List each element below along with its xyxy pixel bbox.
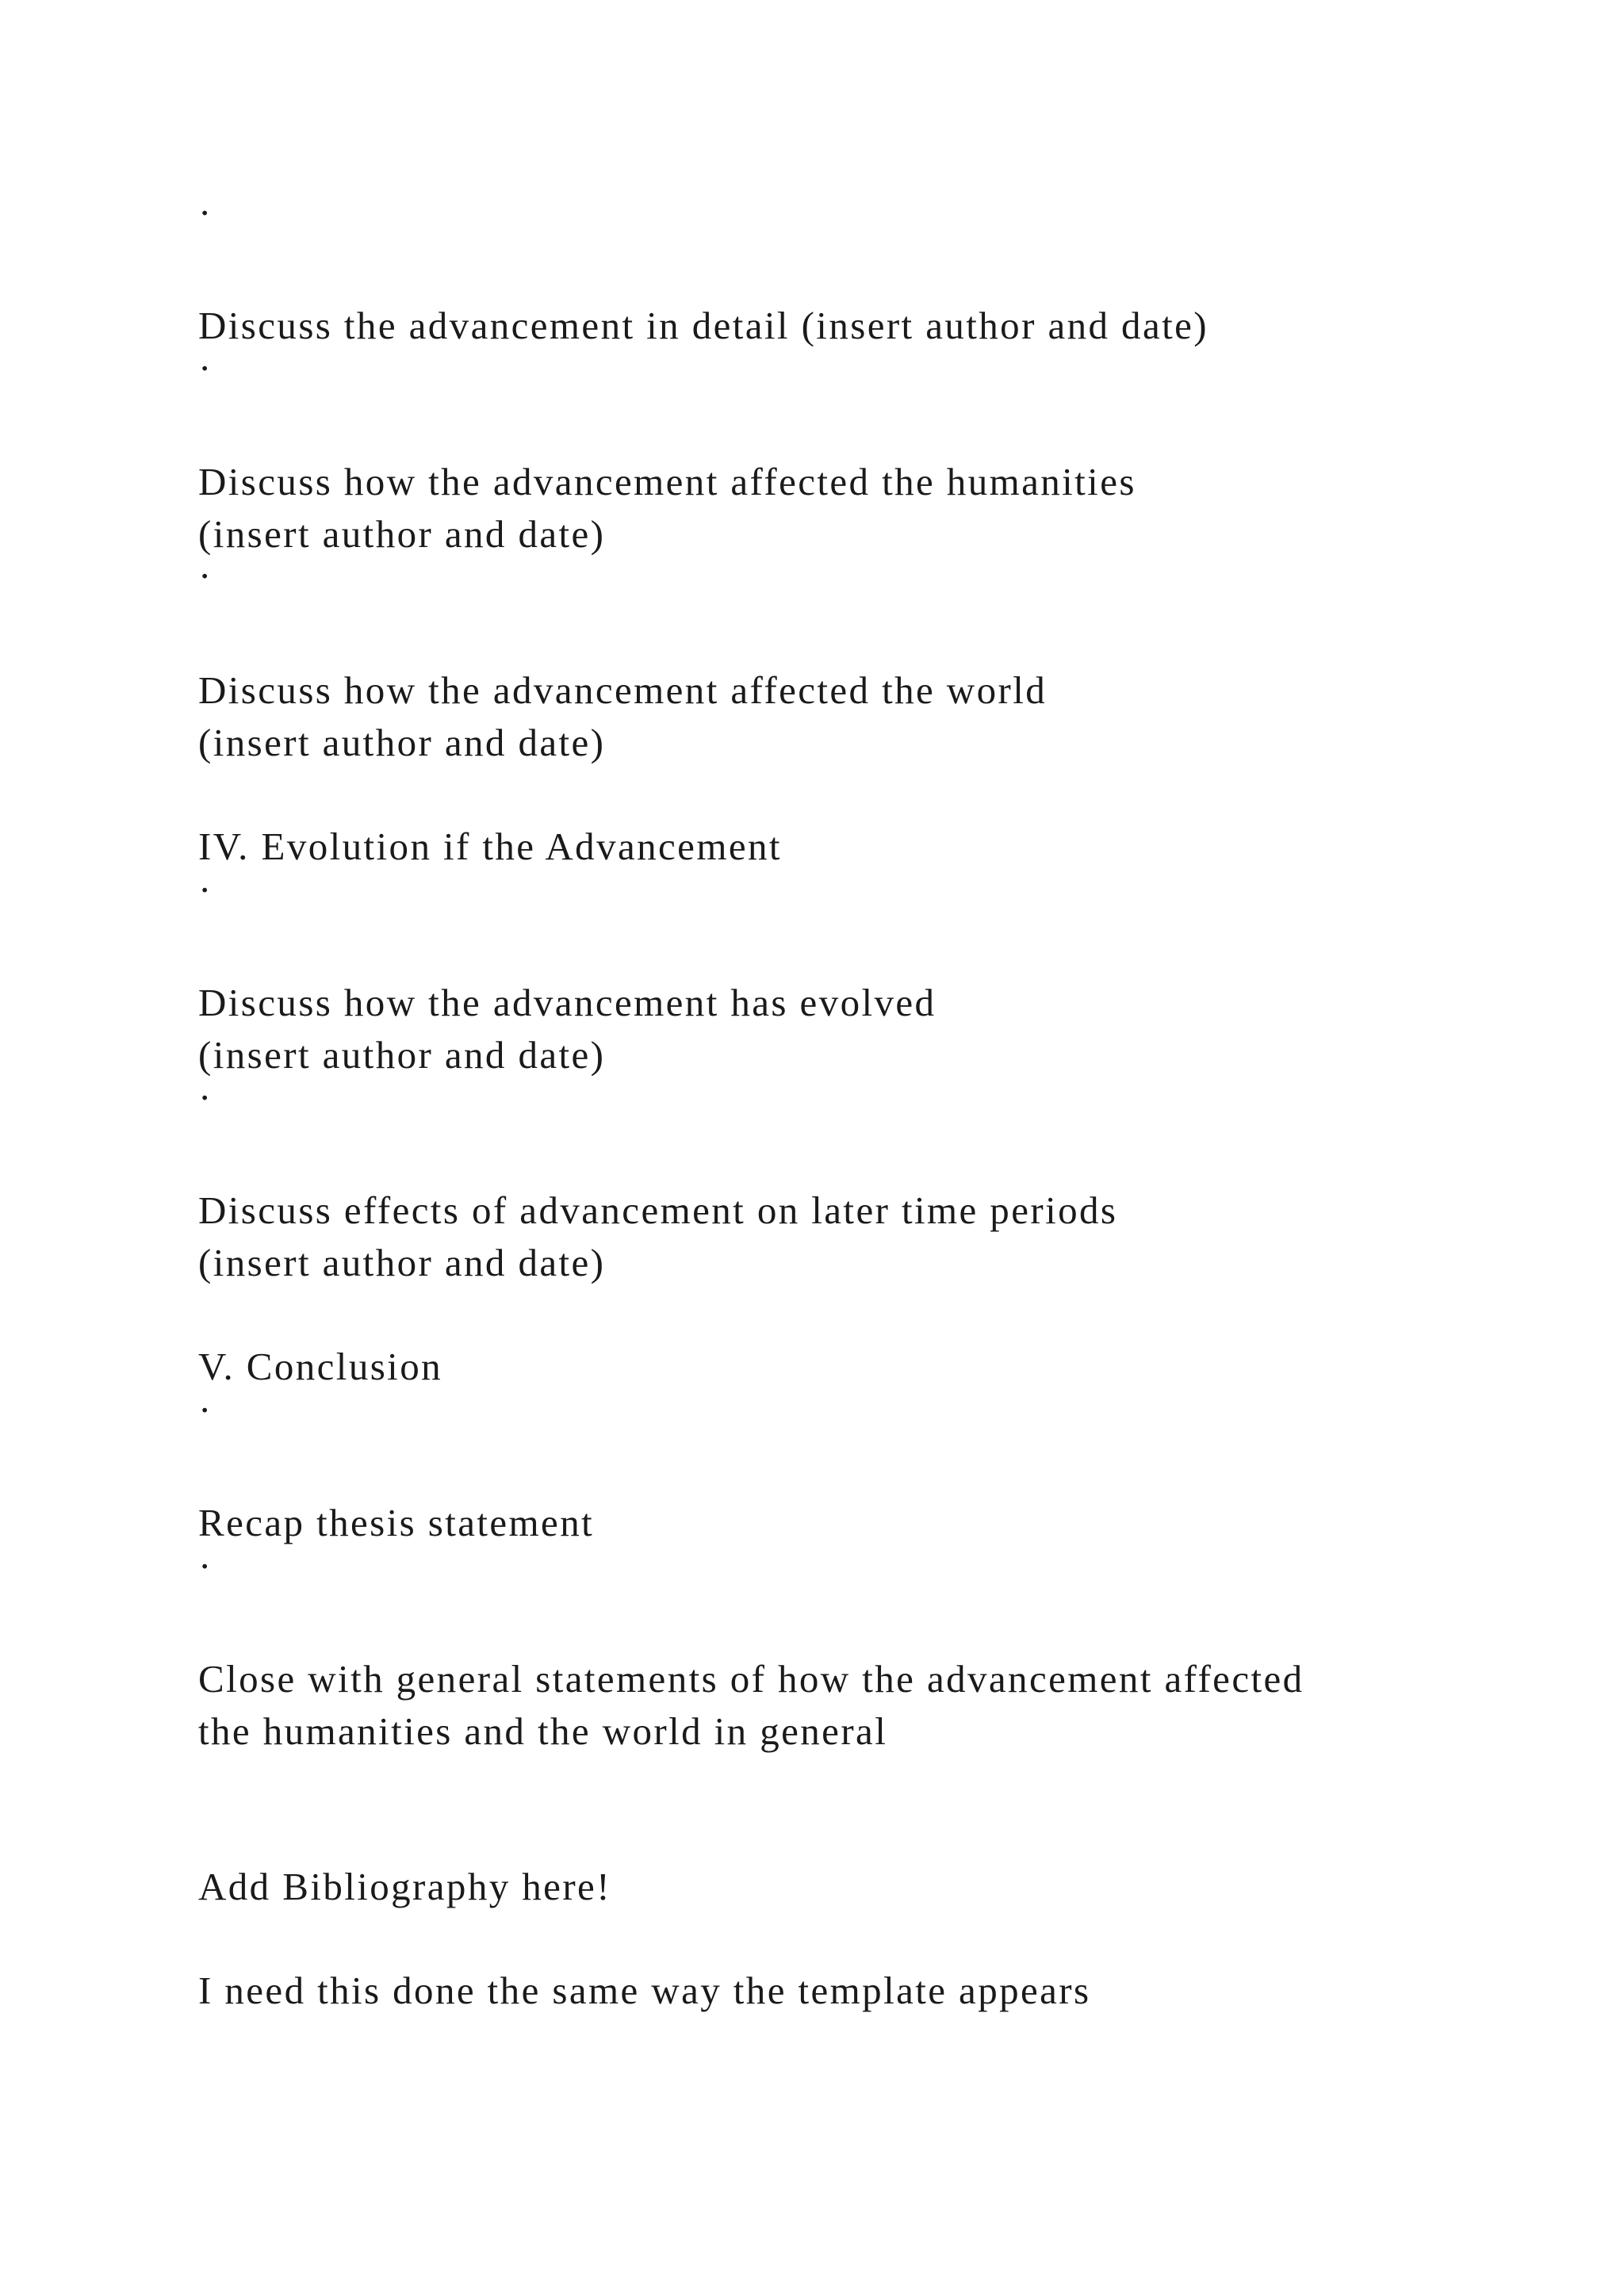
bullet-marker: · <box>198 1388 212 1432</box>
outline-item-citation: (insert author and date) <box>198 512 606 556</box>
bullet-marker: · <box>198 191 212 235</box>
bullet-marker: · <box>198 554 212 598</box>
outline-item-text: Discuss how the advancement affected the world <box>198 668 1048 712</box>
outline-item-citation: (insert author and date) <box>198 1241 606 1284</box>
bullet-marker: · <box>198 1544 212 1588</box>
outline-item-text-continued: the humanities and the world in general <box>198 1709 888 1753</box>
bullet-marker: · <box>198 1076 212 1119</box>
outline-item-text: Discuss how the advancement has evolved <box>198 981 936 1024</box>
section-heading-conclusion: V. Conclusion <box>198 1345 442 1388</box>
outline-item-text: Recap thesis statement <box>198 1501 595 1544</box>
outline-item-text: Discuss the advancement in detail (insert author and date) <box>198 304 1208 347</box>
outline-item-text: Discuss how the advancement affected the humanities <box>198 460 1136 503</box>
section-heading-evolution: IV. Evolution if the Advancement <box>198 825 782 868</box>
outline-item-citation: (insert author and date) <box>198 721 606 764</box>
closing-note: I need this done the same way the template appears <box>198 1969 1091 2012</box>
outline-item-text: Close with general statements of how the advancement affected <box>198 1657 1304 1701</box>
bullet-marker: · <box>198 868 212 912</box>
outline-item-citation: (insert author and date) <box>198 1033 606 1077</box>
outline-item-text: Discuss effects of advancement on later time periods <box>198 1188 1118 1232</box>
bullet-marker: · <box>198 346 212 390</box>
bibliography-placeholder: Add Bibliography here! <box>198 1865 611 1908</box>
